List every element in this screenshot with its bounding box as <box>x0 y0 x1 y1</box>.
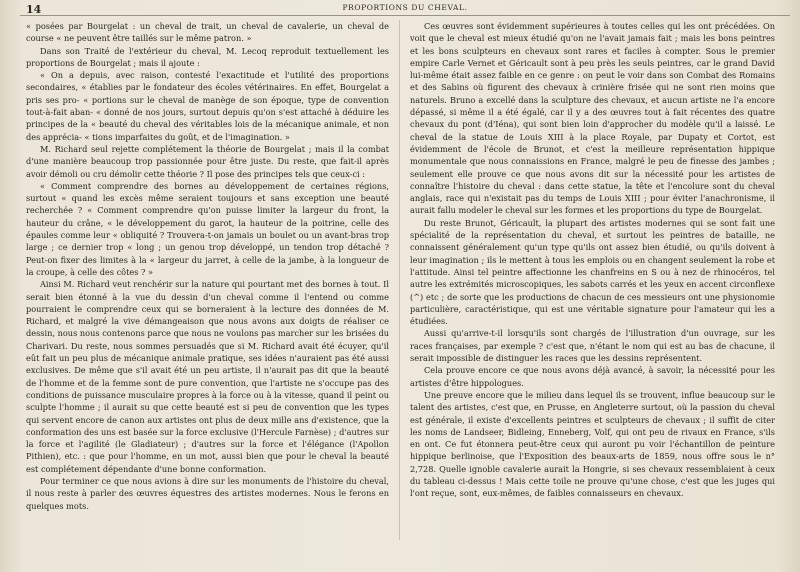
paragraph: Pour terminer ce que nous avions à dire sur les monuments de l'histoire du cheval, il nous reste à parler des œuvres équestres des artistes modernes. Nous le ferons en quelques mots. <box>26 475 389 511</box>
running-title: PROPORTIONS DU CHEVAL. <box>342 3 468 12</box>
paragraph: Du reste Brunot, Géricault, la plupart des artistes modernes qui se sont fait une spécialité de la représentation du cheval, et surtout les peintres de bataille, ne connaissent généralement qu'un type qu'ils ont assez bien étudié, ou qu'ils doivent à leur imagination ; ils le mettent à tous les emplois ou en changent seulement la robe et l'attitude. Ainsi tel peintre affectionne les chanfreins en S ou à nez de rhinocéros, tel autre les extrémités microscopiques, les sabots carrés et les yeux en accent circonflexe (^) etc ; de sorte que les productions de chacun de ces messieurs ont une physionomie particulière, caractéristique, qui est une véritable signature pour l'amateur qui les a étudiées. <box>410 217 775 327</box>
paragraph: « posées par Bourgelat : un cheval de trait, un cheval de cavalerie, un cheval de course « ne peuvent être taillés sur le même patron. » <box>26 21 389 44</box>
paragraph: Aussi qu'arrive-t-il lorsqu'ils sont chargés de l'illustration d'un ouvrage, sur les races françaises, par exemple ? c'est que, n'étant le nom qui est au bas de chacune, il serait impossible de distinguer les races que les dessins représentent. <box>410 328 775 364</box>
column-divider <box>399 20 400 540</box>
page-number: 14 <box>26 3 42 16</box>
right-text-column <box>410 20 775 500</box>
paragraph: Ainsi M. Richard veut renchérir sur la nature qui pourtant met des bornes à tout. Il serait bien étonné à la vue du dessin d'un cheval comme il l'entend ou comme pourraient le comprendre ceux qui se borneraient à la lecture des données de M. Richard, et malgré la vive démangeaison que nous avons aux doigts de réaliser ce dessin, nous nous contenons parce que nous ne voulons pas marcher sur les brisées du Charivari. Du reste, nous sommes persuadés que si M. Richard avait été écuyer, qu'il eût fait un peu plus de mécanique animale pratique, ses idées n'auraient pas été aussi exclusives. De même que s'il avait été un peu artiste, il n'aurait pas dit que la beauté de l'homme et de la femme sont de pure convention, que l'artiste ne s'occupe pas des conditions de puissance musculaire propres à la force ou à la vitesse, quand il peint ou sculpte l'homme ; il aurait su que cette beauté est si peu de convention que les types qui servent encore de canon aux artistes ont plus de deux mille ans d'existence, que la conformation des uns est basée sur la force exclusive (l'Hercule Farnèse) ; d'autres sur la force et l'agilité (le Gladiateur) ; d'autres sur la force et l'élégance (l'Apollon Pithien), etc. : que pour l'homme, en un mot, aussi bien que pour le cheval la beauté est complétement dépendante d'une bonne conformation. <box>26 279 389 474</box>
paragraph: Cela prouve encore ce que nous avons déjà avancé, à savoir, la nécessité pour les artistes d'être hippologues. <box>410 365 775 388</box>
left-text-column <box>26 20 389 512</box>
paragraph: « Comment comprendre des bornes au développement de certaines régions, surtout « quand les excès même seraient toujours et sans exception une beauté recherchée ? « Comment comprendre qu'on puisse limiter la largeur du front, la hauteur du crâne, « le développement du garot, la hauteur de la poitrine, celle des épaules comme leur « obliquité ? Trouvera-t-on jamais un boulet ou un avant-bras trop large ; ce dernier trop « long ; un genou trop développé, un tendon trop détaché ? Peut-on fixer des limites à la « largeur du jarret, à celle de la jambe, à la longueur de la croupe, à celle des côtes ? » <box>26 180 389 277</box>
paragraph: Ces œuvres sont évidemment supérieures à toutes celles qui les ont précédées. On voit que le cheval est mieux étudié qu'on ne l'avait jamais fait ; mais les bons peintres et les bons sculpteurs en chevaux sont rares et faciles à compter. Sous le premier empire Carle Vernet et Géricault sont à peu près les seuls peintres, car le grand David lui-même était assez faible en ce genre : on peut le voir dans son Combat des Romains et des Sabins où figurent des chevaux à crinière frisée qui ne sont rien moins que naturels. Bruno a excellé dans la sculpture des chevaux, et aucun artiste ne l'a encore dépassé, si même il a été égalé, car il y a des œuvres tout à fait récentes des quatre chevaux du pont (d'Iéna), qui sont bien loin d'approcher du modèle qu'il a laissé. Le cheval de la statue de Louis XIII à la place Royale, par Dupaty et Cortot, est évidemment de l'école de Brunot, et c'est la meilleure représentation hippique monumentale que nous connaissions en France, malgré le peu de finesse des jambes ; seulement elle prouve ce que nous avons dit sur la nécessité pour les artistes de connaître l'histoire du cheval : dans cette statue, la tête et l'encolure sont du cheval anglais, race qui n'existait pas du temps de Louis XIII ; pour éviter l'anachronisme, il aurait fallu modeler le cheval sur les formes et les proportions du type de Bourgelat. <box>410 21 775 216</box>
paragraph: M. Richard seul rejette complétement la théorie de Bourgelat ; mais il la combat d'une manière beaucoup trop passionnée pour être juste. Du reste, que fait-il après avoir démoli ou cru démolir cette théorie ? Il pose des principes tels que ceux-ci : <box>26 143 389 179</box>
paragraph: Une preuve encore que le milieu dans lequel ils se trouvent, influe beaucoup sur le talent des artistes, c'est que, en Prusse, en Angleterre surtout, où la passion du cheval est générale, il existe d'excellents peintres et sculpteurs de chevaux ; il suffit de citer les noms de Landseer, Bidleing, Enneberg, Volf, qui ont peu de rivaux en France, s'ils en ont. Ce fut étonnera peut-être ceux qui auront pu voir l'échantillon de peinture hippique berlinoise, que l'Exposition des beaux-arts de 1859, nous offre sous le n° 2,728. Quelle ignoble cavalerie aurait la Hongrie, si ses chevaux ressemblaient à ceux du tableau ci-dessus ! Mais cette toile ne prouve qu'une chose, c'est que les juges qui l'ont reçue, sont, eux-mêmes, de faibles connaisseurs en chevaux. <box>410 389 775 499</box>
header-rule <box>20 15 790 16</box>
paragraph: Dans son Traité de l'extérieur du cheval, M. Lecoq reproduit textuellement les proportions de Bourgelat ; mais il ajoute : <box>26 45 389 68</box>
paragraph: « On a depuis, avec raison, contesté l'exactitude et l'utilité des proportions secondaires, « établies par le fondateur des écoles vétérinaires. En effet, Bourgelat a pris ses pro- « portions sur le cheval de manège de son époque, type de convention tout-à-fait aban- « donné de nos jours, surtout depuis qu'on s'est attaché à déduire les principes de la « beauté du cheval des véritables lois de la mécanique animale, et non des apprécia- « tions imparfaites du goût, et de l'imagination. » <box>26 70 389 142</box>
